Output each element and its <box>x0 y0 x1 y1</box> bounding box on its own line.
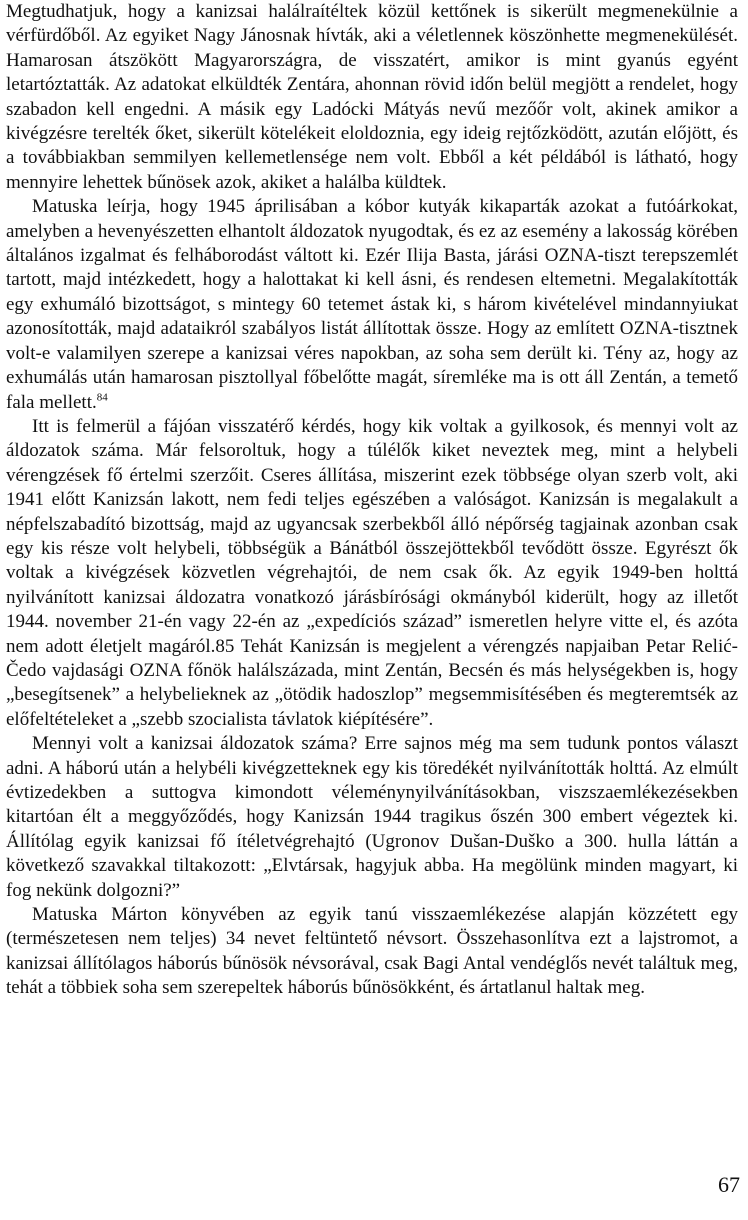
paragraph-1: Megtudhatjuk, hogy a kanizsai halálraítéltek közül kettőnek is sikerült megmenekülnie a vérfürdőből. Az egyiket Nagy Jánosnak hívták, aki a véletlennek köszönhette megmenekülését. Hamarosan átszökött Magyarországra, de visszatért, amikor is mint gyanús egyént letartóztatták. Az adatokat elküldték Zentára, ahonnan rövid időn belül megjött a rendelet, hogy szabadon kell engedni. A másik egy Ladócki Mátyás nevű mezőőr volt, akinek amikor a kivégzésre terelték őket, sikerült kötelékeit eloldoznia, egy ideig rejtőzködött, azután előjött, és a továbbiakban semmilyen kellemetlensége nem volt. Ebből a két példából is látható, hogy mennyire lehettek bűnösek azok, akiket a halálba küldtek. <box>6 1 738 193</box>
paragraph-4: Mennyi volt a kanizsai áldozatok száma? Erre sajnos még ma sem tudunk pontos választ adni. A háború után a helybéli kivégzetteknek egy kis töredékét nyilvánították holttá. Az elmúlt évtizedekben a suttogva kimondott véleménynyilvánításokban, viszszaemlékezésekben kitartóan élt a meggyőződés, hogy Kanizsán 1944 tragikus őszén 300 embert végeztek ki. Állítólag egyik kanizsai fő ítéletvégrehajtó (Ugronov Dušan-Duško a 300. hulla láttán a következő szavakkal tiltakozott: „Elvtársak, hagyjuk abba. Ha megölünk minden magyart, ki fog nekünk dolgozni?” <box>6 733 738 901</box>
page-number: 67 <box>718 1172 740 1197</box>
paragraph-2-text: Matuska leírja, hogy 1945 áprilisában a kóbor kutyák kikaparták azokat a futóárkokat, amelyben a hevenyészetten elhantolt áldozatok nyugodtak, és ez az esemény a lakosság körében általános izgalmat és felháborodást váltott ki. Ezér Ilija Basta, járási OZNA-tiszt terepszemlét tartott, majd intézkedett, hogy a halottakat ki kell ásni, és rendesen eltemetni. Megalakították egy exhumáló bizottságot, s mintegy 60 tetemet ástak ki, s három kivételével mindannyiukat azonosították, majd adataikról szabályos listát állítottak össze. Hogy az említett OZNA-tisztnek volt-e valamilyen szerepe a kanizsai véres napokban, az soha sem derült ki. Tény az, hogy az exhumálás után hamarosan pisztollyal főbelőtte magát, síremléke ma is ott áll Zentán, a temető fala mellett. <box>6 196 738 413</box>
paragraph-3: Itt is felmerül a fájóan visszatérő kérdés, hogy kik voltak a gyilkosok, és mennyi volt az áldozatok száma. Már felsoroltuk, hogy a túlélők kiket neveztek meg, mint a helybeli vérengzések fő értelmi szerzőit. Cseres állítása, miszerint ezek többsége olyan szerb volt, aki 1941 előtt Kanizsán lakott, nem fedi teljes egészében a valóságot. Kanizsán is megalakult a népfelszabadító bizottság, majd az ugyancsak szerbekből álló népőrség tagjainak azonban csak egy kis része volt helybeli, többségük a Bánátból összejöttekből tevődött össze. Egyrészt ők voltak a kivégzések közvetlen végrehajtói, de nem csak ők. Az egyik 1949-ben holttá nyilvánított kanizsai áldozatra vonatkozó járásbírósági okmányból kiderült, hogy az illetőt 1944. november 21-én vagy 22-én az „expedíciós század” ismeretlen helyre vitte el, és azóta nem adott életjelt magáról.85 Tehát Kanizsán is megjelent a vérengzés napjaiban Petar Relić-Čedo vajdasági OZNA főnök halálszázada, mint Zentán, Becsén és más helységekben is, hogy „besegítsenek” a helybelieknek az „ötödik hadoszlop” megsemmisítésében és megteremtsék az előfeltételeket a „szebb szocialista távlatok kiépítésére”. <box>6 415 738 730</box>
paragraph-5: Matuska Márton könyvében az egyik tanú visszaemlékezése alapján közzétett egy (természetesen nem teljes) 34 nevet feltüntető névsort. Összehasonlítva ezt a lajstromot, a kanizsai állítólagos háborús bűnösök névsorával, csak Bagi Antal vendéglős nevét találtuk meg, tehát a többiek soha sem szerepeltek háborús bűnösökként, és ártatlanul haltak meg. <box>6 904 738 999</box>
footnote-marker: 84 <box>96 391 108 404</box>
body-text <box>6 0 738 1001</box>
paragraph-2 <box>6 195 738 415</box>
